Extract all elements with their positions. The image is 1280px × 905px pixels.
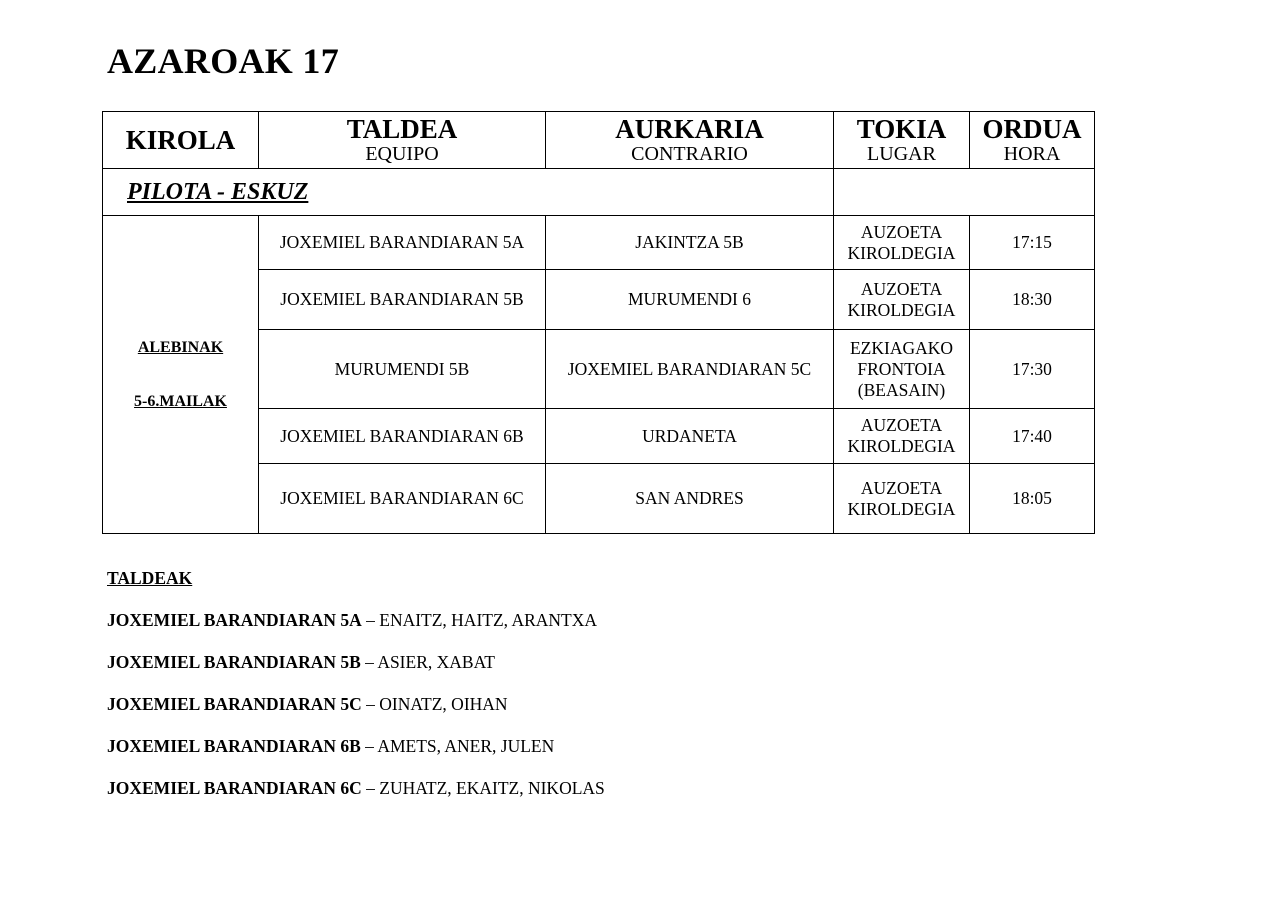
header-tokia [834, 112, 970, 169]
category-cell [103, 216, 259, 534]
match-opponent: JAKINTZA 5B [546, 216, 834, 270]
match-time: 18:30 [970, 270, 1095, 330]
match-time: 17:30 [970, 330, 1095, 409]
rosters-title: TALDEAK [107, 568, 193, 588]
roster-players: – ENAITZ, HAITZ, ARANTXA [361, 610, 597, 630]
header-row [103, 112, 1095, 169]
sport-row [103, 169, 1095, 216]
header-ordua-main: ORDUA [982, 114, 1082, 144]
roster-item [107, 651, 605, 693]
roster-item [107, 735, 605, 777]
match-team: JOXEMIEL BARANDIARAN 6B [259, 409, 546, 464]
page-title: AZAROAK 17 [107, 41, 340, 81]
roster-players: – OINATZ, OIHAN [361, 694, 508, 714]
schedule-table [102, 111, 1095, 534]
roster-players: – AMETS, ANER, JULEN [360, 736, 555, 756]
sport-name: PILOTA - ESKUZ [127, 178, 309, 205]
roster-item [107, 693, 605, 735]
match-team: JOXEMIEL BARANDIARAN 5A [259, 216, 546, 270]
roster-item [107, 777, 605, 819]
roster-players: – ASIER, XABAT [360, 652, 495, 672]
match-place: AUZOETA KIROLDEGIA [834, 216, 970, 270]
roster-team: JOXEMIEL BARANDIARAN 5C [107, 694, 362, 714]
match-time: 17:40 [970, 409, 1095, 464]
match-time: 17:15 [970, 216, 1095, 270]
roster-team: JOXEMIEL BARANDIARAN 6C [107, 778, 362, 798]
category-label [103, 339, 258, 411]
roster-team: JOXEMIEL BARANDIARAN 6B [107, 736, 361, 756]
header-ordua [970, 112, 1095, 169]
match-team: MURUMENDI 5B [259, 330, 546, 409]
header-taldea-main: TALDEA [346, 114, 458, 144]
match-opponent: MURUMENDI 6 [546, 270, 834, 330]
sport-empty-cell [834, 169, 1095, 216]
match-team: JOXEMIEL BARANDIARAN 6C [259, 464, 546, 534]
roster-team: JOXEMIEL BARANDIARAN 5A [107, 610, 362, 630]
match-row [103, 216, 1095, 270]
header-taldea [259, 112, 546, 169]
roster-item [107, 609, 605, 651]
match-opponent: URDANETA [546, 409, 834, 464]
match-place: EZKIAGAKO FRONTOIA (BEASAIN) [834, 330, 970, 409]
category-line2: 5-6.MAILAK [134, 392, 227, 410]
header-tokia-main: TOKIA [856, 114, 947, 144]
match-place: AUZOETA KIROLDEGIA [834, 464, 970, 534]
header-kirola: KIROLA [103, 112, 259, 169]
header-ordua-sub: HORA [1003, 143, 1061, 165]
roster-list [107, 609, 605, 819]
match-time: 18:05 [970, 464, 1095, 534]
roster-team: JOXEMIEL BARANDIARAN 5B [107, 652, 361, 672]
category-line1: ALEBINAK [137, 338, 224, 356]
roster-players: – ZUHATZ, EKAITZ, NIKOLAS [361, 778, 605, 798]
header-aurkaria-main: AURKARIA [615, 114, 764, 144]
match-opponent: JOXEMIEL BARANDIARAN 5C [546, 330, 834, 409]
match-opponent: SAN ANDRES [546, 464, 834, 534]
sport-cell [103, 169, 834, 216]
match-team: JOXEMIEL BARANDIARAN 5B [259, 270, 546, 330]
header-taldea-sub: EQUIPO [365, 143, 439, 165]
match-place: AUZOETA KIROLDEGIA [834, 270, 970, 330]
header-tokia-sub: LUGAR [867, 143, 936, 165]
match-place: AUZOETA KIROLDEGIA [834, 409, 970, 464]
header-aurkaria [546, 112, 834, 169]
header-aurkaria-sub: CONTRARIO [631, 143, 748, 165]
